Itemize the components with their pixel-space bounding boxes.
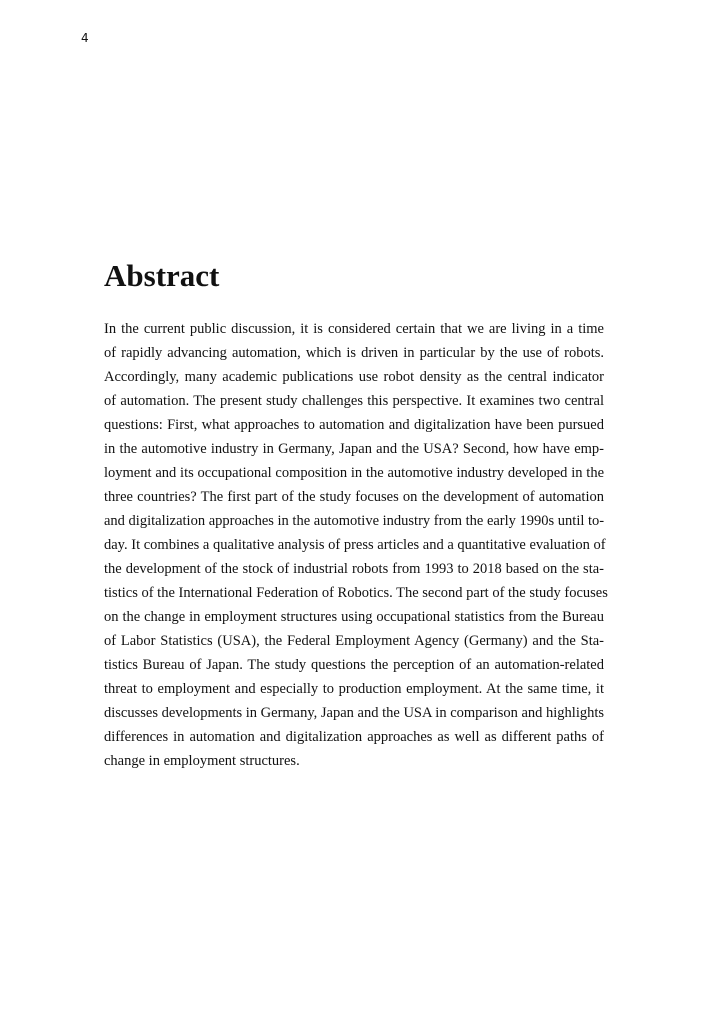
abstract-line: In the current public discussion, it is considered certain that we are living in a time [104,321,604,337]
abstract-line: of rapidly advancing automation, which is driven in particular by the use of robots. [104,345,604,361]
abstract-line: change in employment structures. [104,753,300,769]
abstract-line: day. It combines a qualitative analysis of press articles and a quantitative evaluation of [104,537,606,553]
abstract-line: of automation. The present study challenges this perspective. It examines two central [104,393,604,409]
abstract-line: the development of the stock of industrial robots from 1993 to 2018 based on the sta- [104,561,604,577]
abstract-line: tistics Bureau of Japan. The study questions the perception of an automation-related [104,657,604,673]
abstract-line: of Labor Statistics (USA), the Federal Employment Agency (Germany) and the Sta- [104,633,604,649]
abstract-heading: Abstract [104,258,220,293]
abstract-line: discusses developments in Germany, Japan and the USA in comparison and highlights [104,705,605,721]
abstract-line: Accordingly, many academic publications use robot density as the central indicator [104,369,604,385]
page-number: 4 [81,31,89,45]
abstract-line: loyment and its occupational composition in the automotive industry developed in the [104,465,604,481]
abstract-line: and digitalization approaches in the automotive industry from the early 1990s until to- [104,513,605,529]
abstract-line: three countries? The first part of the study focuses on the development of automation [104,489,604,505]
abstract-line: tistics of the International Federation of Robotics. The second part of the study focuses [104,585,608,601]
abstract-line: threat to employment and especially to production employment. At the same time, it [104,681,604,697]
abstract-line: in the automotive industry in Germany, Japan and the USA? Second, how have emp- [104,441,604,457]
abstract-line: differences in automation and digitalization approaches as well as different paths of [104,729,604,745]
abstract-line: questions: First, what approaches to automation and digitalization have been pursued [104,417,604,433]
abstract-line: on the change in employment structures using occupational statistics from the Bureau [104,609,604,625]
abstract-body [104,317,608,773]
